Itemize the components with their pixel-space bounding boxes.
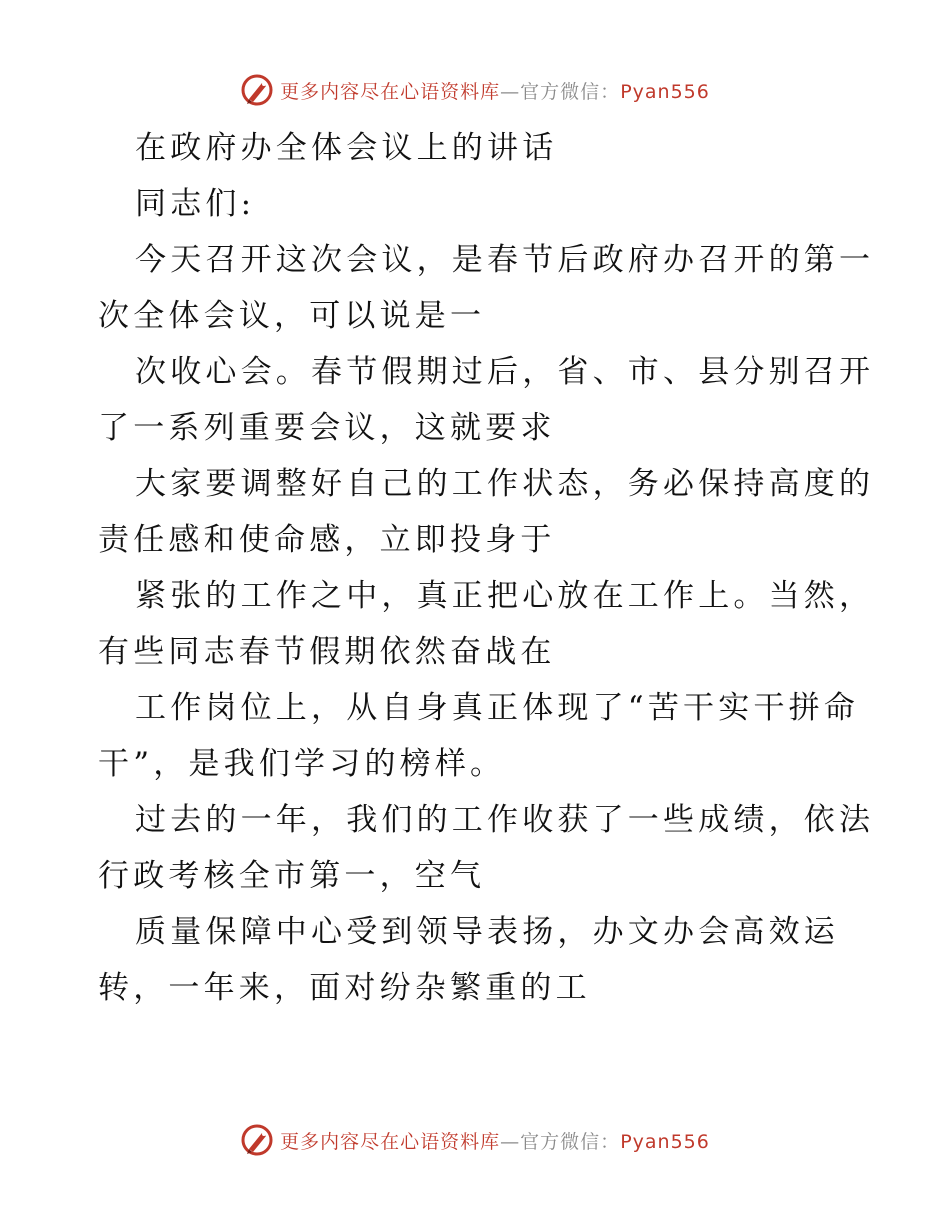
banner-wechat-id: Pyan556 bbox=[620, 80, 710, 103]
banner-wechat-id: Pyan556 bbox=[620, 1130, 710, 1153]
banner-separator: — bbox=[500, 80, 521, 103]
paragraph-line: 质量保障中心受到领导表扬，办文办会高效运 bbox=[135, 914, 839, 950]
footer-banner bbox=[0, 1120, 950, 1160]
banner-wechat-label: 官方微信： bbox=[520, 80, 621, 103]
paragraph-line: 行政考核全市第一，空气 bbox=[98, 858, 486, 894]
paragraph-line: 紧张的工作之中，真正把心放在工作上。当然， bbox=[135, 578, 875, 614]
banner-wechat-label: 官方微信： bbox=[520, 1130, 621, 1153]
paragraph-line: 次全体会议，可以说是一 bbox=[98, 298, 486, 334]
paragraph-line: 大家要调整好自己的工作状态，务必保持高度的 bbox=[135, 466, 875, 502]
banner-text bbox=[280, 77, 710, 104]
paragraph-line: 过去的一年，我们的工作收获了一些成绩，依法 bbox=[135, 802, 875, 838]
paragraph-line: 有些同志春节假期依然奋战在 bbox=[98, 634, 556, 670]
salutation: 同志们: bbox=[135, 186, 256, 222]
pen-logo-icon bbox=[240, 1123, 274, 1157]
pen-logo-icon bbox=[240, 73, 274, 107]
paragraph-line: 转，一年来，面对纷杂繁重的工 bbox=[98, 970, 591, 1006]
banner-main-text: 更多内容尽在心语资料库 bbox=[280, 80, 501, 103]
paragraph-line: 了一系列重要会议，这就要求 bbox=[98, 410, 556, 446]
banner-text bbox=[280, 1127, 710, 1154]
paragraph-line: 工作岗位上，从自身真正体现了“苦干实干拼命 bbox=[135, 690, 860, 726]
paragraph-line: 责任感和使命感，立即投身于 bbox=[98, 522, 556, 558]
paragraph-line: 今天召开这次会议，是春节后政府办召开的第一 bbox=[135, 242, 875, 278]
header-banner bbox=[0, 70, 950, 110]
paragraph-line: 干”，是我们学习的榜样。 bbox=[98, 746, 506, 782]
banner-main-text: 更多内容尽在心语资料库 bbox=[280, 1130, 501, 1153]
paragraph-line: 次收心会。春节假期过后，省、市、县分别召开 bbox=[135, 354, 875, 390]
document-body bbox=[98, 120, 875, 1016]
document-title: 在政府办全体会议上的讲话 bbox=[135, 130, 558, 166]
banner-separator: — bbox=[500, 1130, 521, 1153]
